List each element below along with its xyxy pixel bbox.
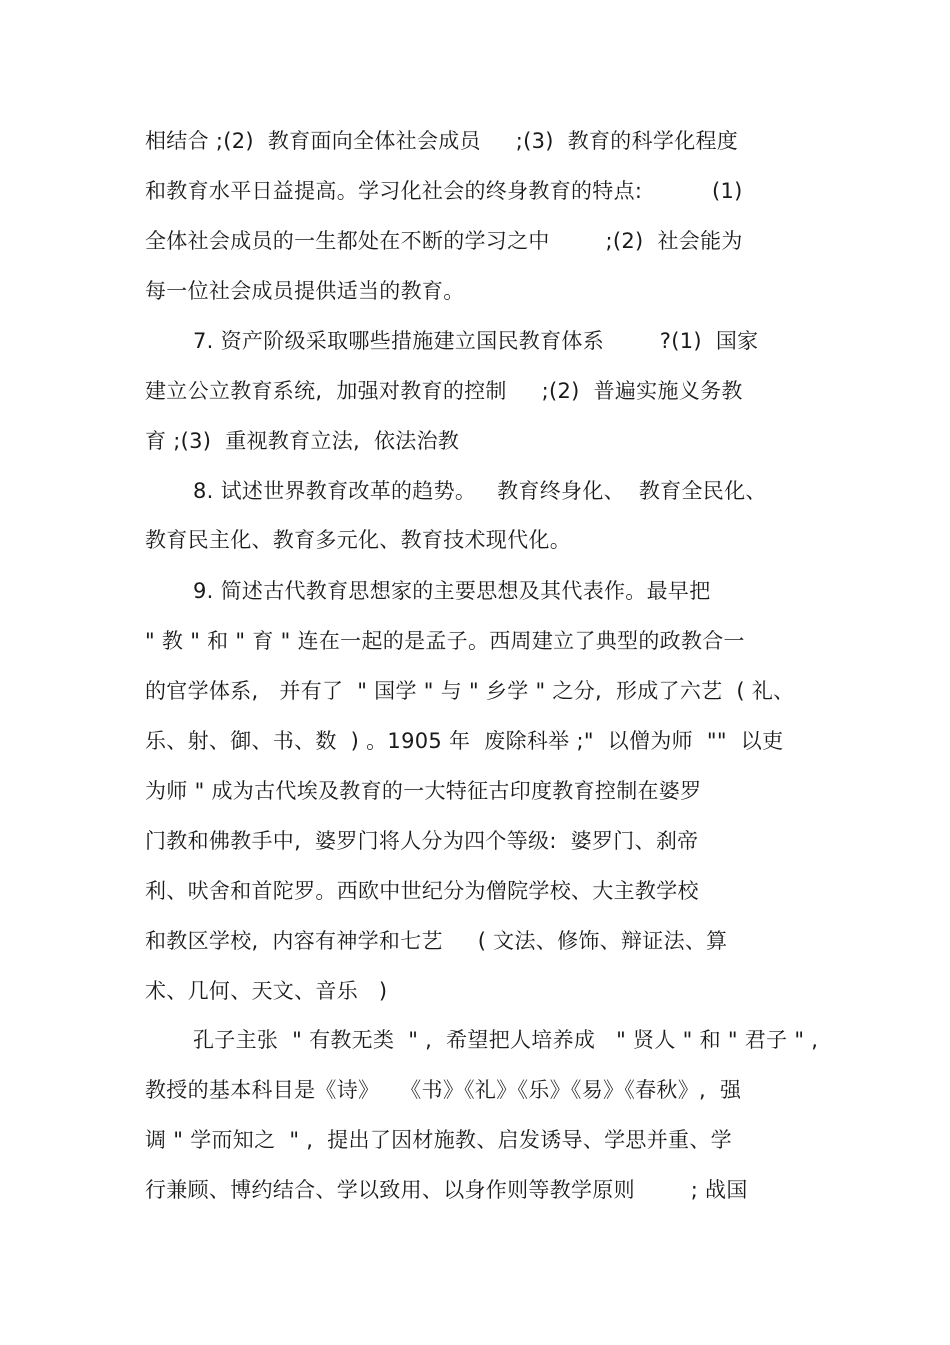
- text-line: 乐、射、御、书、数 ) 。1905 年 废除科举 ;" 以僧为师 "" 以吏: [145, 729, 784, 753]
- question-8: 8. 试述世界教育改革的趋势。 教育终身化、 教育全民化、: [193, 479, 767, 503]
- text-line: 和教区学校, 内容有神学和七艺 ( 文法、修饰、辩证法、算: [145, 929, 728, 953]
- confucius-paragraph: 孔子主张 " 有教无类 " , 希望把人培养成 " 贤人 " 和 " 君子 " ,: [193, 1028, 819, 1052]
- text-line: 门教和佛教手中, 婆罗门将人分为四个等级: 婆罗门、刹帝: [145, 829, 699, 853]
- text-line: 教育民主化、教育多元化、教育技术现代化。: [145, 528, 571, 552]
- text-line: 行兼顾、博约结合、学以致用、以身作则等教学原则 ; 战国: [145, 1178, 748, 1202]
- text-line: 全体社会成员的一生都处在不断的学习之中 ;(2) 社会能为: [145, 229, 743, 253]
- text-line: 相结合 ;(2) 教育面向全体社会成员 ;(3) 教育的科学化程度: [145, 129, 739, 153]
- question-7: 7. 资产阶级采取哪些措施建立国民教育体系 ?(1) 国家: [193, 329, 759, 353]
- text-line: 育 ;(3) 重视教育立法, 依法治教: [145, 429, 460, 453]
- text-line: 建立公立教育系统, 加强对教育的控制 ;(2) 普遍实施义务教: [145, 379, 743, 403]
- text-line: 调 " 学而知之 " , 提出了因材施教、启发诱导、学思并重、学: [145, 1128, 732, 1152]
- text-line: 为师 " 成为古代埃及教育的一大特征古印度教育控制在婆罗: [145, 779, 702, 803]
- text-line: 利、吠舍和首陀罗。西欧中世纪分为僧院学校、大主教学校: [145, 879, 699, 903]
- question-9: 9. 简述古代教育思想家的主要思想及其代表作。最早把: [193, 579, 711, 603]
- text-line: 和教育水平日益提高。学习化社会的终身教育的特点: (1): [145, 179, 743, 203]
- text-line: 术、几何、天文、音乐 ): [145, 979, 388, 1003]
- text-line: 教授的基本科目是《诗》 《书》《礼》《乐》《易》《春秋》, 强: [145, 1078, 742, 1102]
- text-line: 的官学体系, 并有了 " 国学 " 与 " 乡学 " 之分, 形成了六艺 ( 礼、: [145, 679, 795, 703]
- text-line: 每一位社会成员提供适当的教育。: [145, 279, 465, 303]
- text-line: " 教 " 和 " 育 " 连在一起的是孟子。西周建立了典型的政教合一: [145, 629, 745, 653]
